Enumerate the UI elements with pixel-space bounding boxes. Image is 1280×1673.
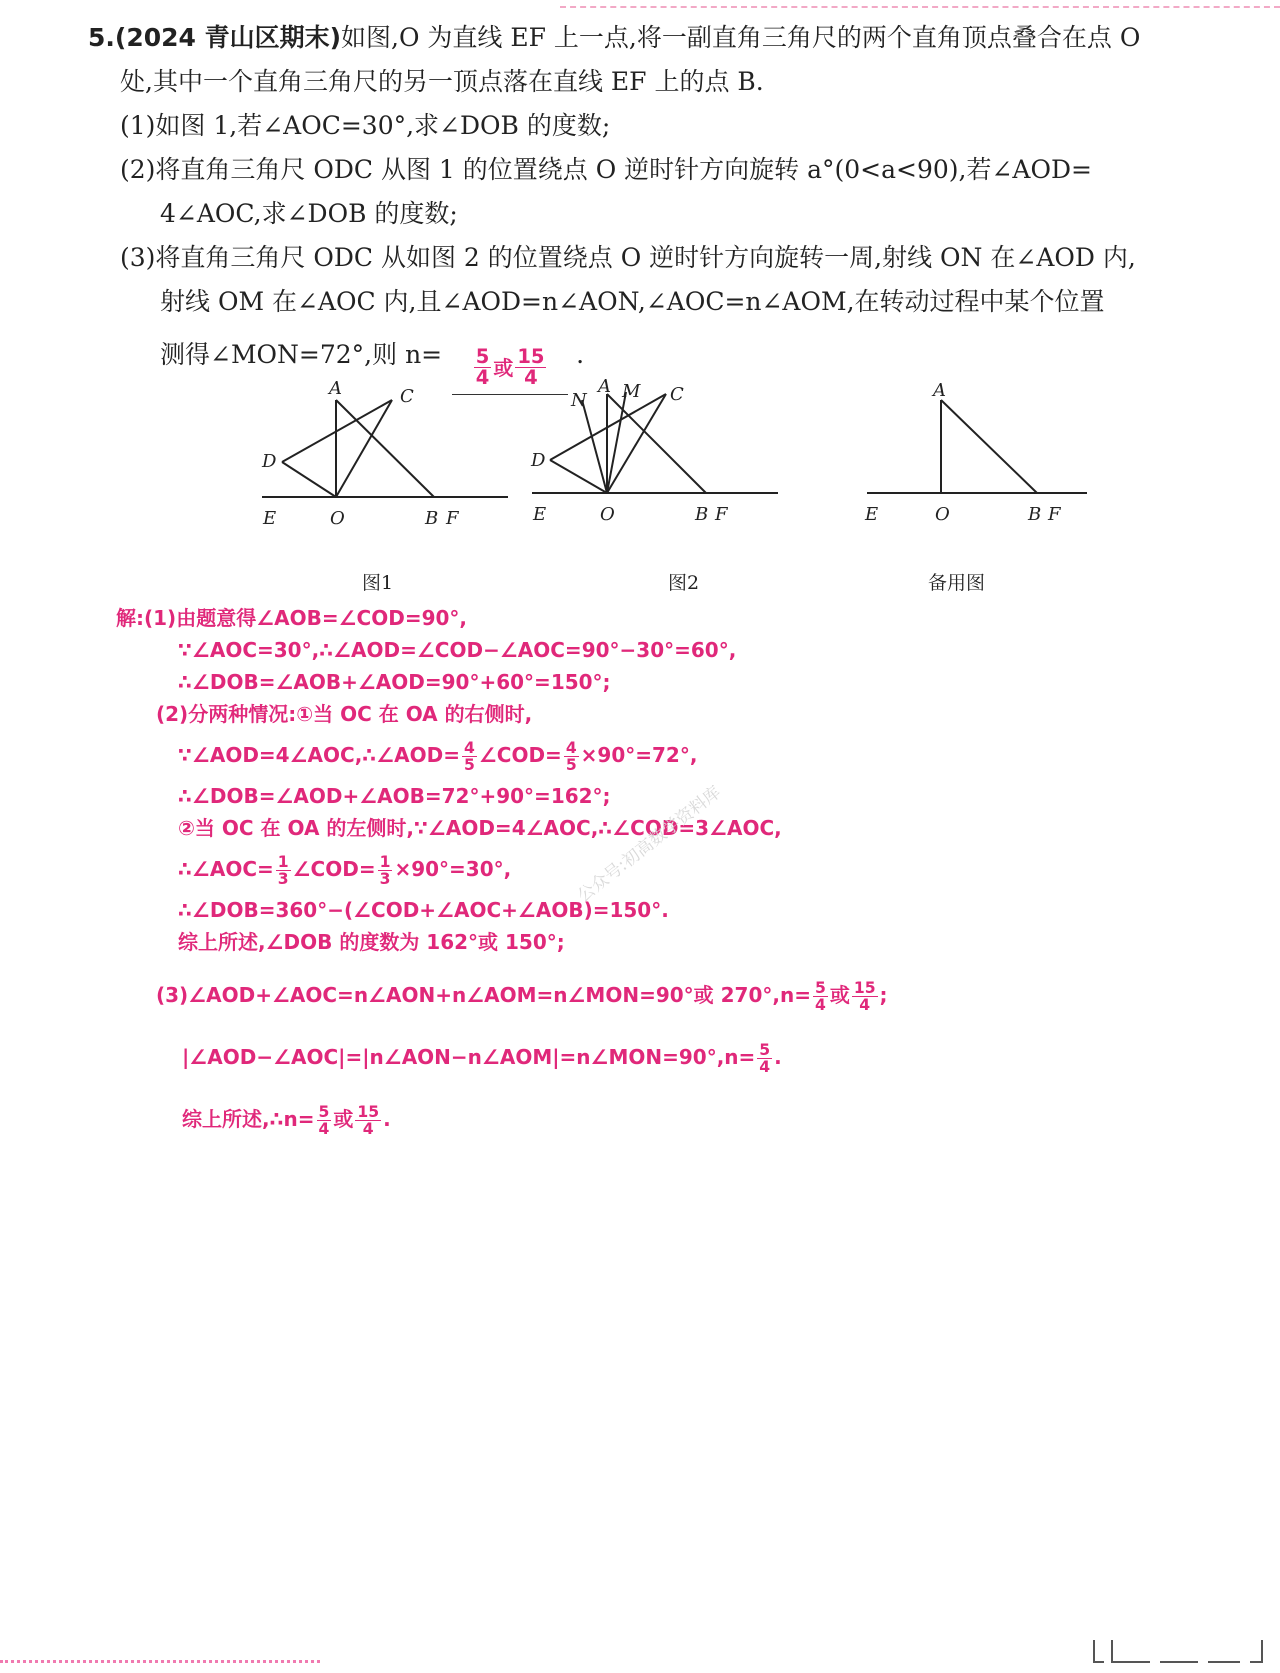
figure-2-caption: 图2 [668,572,700,594]
fig2-label-d: D [531,450,546,471]
solution-line-8: ∴∠AOC= $\frac{1}{3}$ ∠COD= $\frac{1}{3}$ ×90°=30°, [178,852,512,888]
fraction-5-4-c: $\frac{5}{4}$ [318,1102,330,1138]
question-part-3b: 射线 OM 在∠AOC 内,且∠AOD=n∠AON,∠AOC=n∠AOM,在转动过程中某个位置 [160,287,1105,316]
fraction-5-4-b: $\frac{5}{4}$ [759,1040,771,1076]
fraction-1-3-b: $\frac{1}{3}$ [379,852,391,888]
fig3-ab [941,400,1037,493]
fig1-label-b: B [425,508,439,529]
question-stem-1: 如图,O 为直线 EF 上一点,将一副直角三角尺的两个直角顶点叠合在点 O [341,23,1141,52]
fig2-label-b: B [695,504,709,525]
solution-line-11: (3)∠AOD+∠AOC=n∠AON+n∠AOM=n∠MON=90°或 270°,n= $\frac{5}{4}$ 或 $\frac{15}{4}$ ; [156,978,888,1014]
fraction-4-5-b: $\frac{4}{5}$ [565,738,577,774]
fig1-od [282,462,336,497]
fig1-label-d: D [262,451,277,472]
fig1-ab [336,400,434,497]
figure-1 [250,370,520,560]
question-part-2b: 4∠AOC,求∠DOB 的度数; [160,199,458,228]
fig2-label-a: A [598,376,611,397]
fraction-4-5-a: $\frac{4}{5}$ [463,738,475,774]
solution-line-6: ∴∠DOB=∠AOD+∠AOB=72°+90°=162°; [178,784,611,808]
fig3-label-e: E [865,504,879,525]
fig3-label-f: F [1048,504,1061,525]
solution-line-7: ②当 OC 在 OA 的左侧时,∵∠AOD=4∠AOC,∴∠COD=3∠AOC, [178,816,782,840]
fraction-15-4-a: $\frac{15}{4}$ [853,978,876,1014]
fig3-label-o: O [935,504,950,525]
question-line-2: 处,其中一个直角三角尺的另一顶点落在直线 EF 上的点 B. [120,67,764,96]
fig1-label-a: A [329,378,342,399]
answer-fraction-2: $\frac{15}{4}$ [517,345,545,390]
figures-row [0,370,1280,600]
fraction-5-4-a: $\frac{5}{4}$ [814,978,826,1014]
question-block [88,16,1238,390]
solution-line-10: 综上所述,∠DOB 的度数为 162°或 150°; [178,930,565,954]
solution-line-4: (2)分两种情况:①当 OC 在 OA 的右侧时, [156,702,533,726]
solution-line-1: 解:(1)由题意得∠AOB=∠COD=90°, [116,606,468,630]
fig2-label-n: N [571,390,587,411]
fraction-1-3-a: $\frac{1}{3}$ [277,852,289,888]
figure-1-caption: 图1 [362,572,394,594]
solution-line-12: |∠AOD−∠AOC|=|n∠AON−n∠AOM|=n∠MON=90°,n= $\frac{5}{4}$ . [182,1040,782,1076]
fig3-label-a: A [933,380,946,401]
figure-3 [855,370,1105,560]
question-number: 5. [88,23,115,52]
fig1-label-e: E [263,508,277,529]
question-part-2a: (2)将直角三角尺 ODC 从图 1 的位置绕点 O 逆时针方向旋转 a°(0<a<90),若∠AOD= [120,155,1092,184]
question-line-1 [88,16,1238,60]
fig2-label-c: C [670,384,684,405]
question-source: (2024 青山区期末) [114,23,342,52]
fig2-label-e: E [533,504,547,525]
question-part-1: (1)如图 1,若∠AOC=30°,求∠DOB 的度数; [120,111,611,140]
figure-2 [520,370,790,560]
answer-or: 或 [493,355,514,380]
answer-period: . [576,340,585,369]
solution-block [116,602,1220,1144]
fig1-label-c: C [400,386,414,407]
solution-line-13: 综上所述,∴n= $\frac{5}{4}$ 或 $\frac{15}{4}$ . [182,1102,391,1138]
question-part-3c-text: 测得∠MON=72°,则 n= [160,340,443,369]
page-top-dashed-edge [560,6,1280,8]
watermark-text: 公众号:初高数学资料库 [574,782,725,907]
fig1-label-f: F [446,508,459,529]
fig2-label-o: O [600,504,615,525]
fig2-label-f: F [715,504,728,525]
fig2-label-m: M [622,381,641,402]
corner-marks-icon [1090,1636,1270,1666]
answer-fraction-1: $\frac{5}{4}$ [475,345,490,390]
fraction-15-4-c: $\frac{15}{4}$ [357,1102,380,1138]
fig1-label-o: O [330,508,345,529]
question-part-3a: (3)将直角三角尺 ODC 从如图 2 的位置绕点 O 逆时针方向旋转一周,射线 ON 在∠AOD 内, [120,243,1136,272]
bottom-dotted-rule [0,1660,320,1663]
fig3-label-b: B [1028,504,1042,525]
solution-line-2: ∵∠AOC=30°,∴∠AOD=∠COD−∠AOC=90°−30°=60°, [178,638,737,662]
fig2-on [582,400,607,493]
solution-line-9: ∴∠DOB=360°−(∠COD+∠AOC+∠AOB)=150°. [178,898,669,922]
figure-3-caption: 备用图 [928,572,986,594]
solution-line-3: ∴∠DOB=∠AOB+∠AOD=90°+60°=150°; [178,670,611,694]
solution-line-5: ∵∠AOD=4∠AOC,∴∠AOD= $\frac{4}{5}$ ∠COD= $\frac{4}{5}$ ×90°=72°, [178,738,698,774]
